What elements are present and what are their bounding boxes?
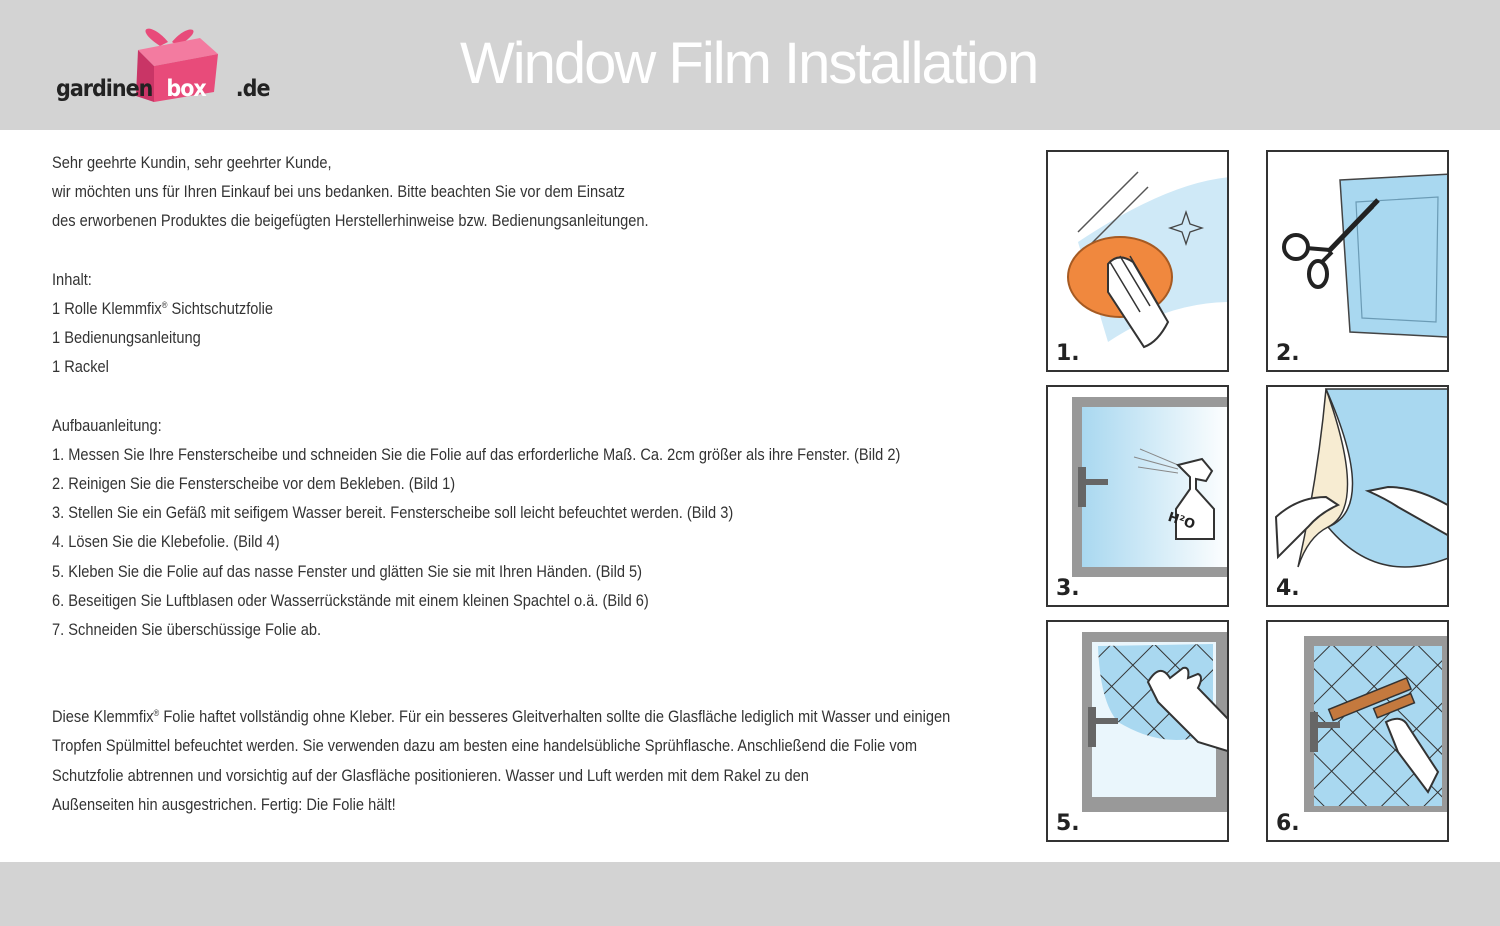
footer-bar	[0, 862, 1500, 926]
step-number: 3.	[1056, 576, 1080, 601]
instructions-heading: Aufbauanleitung:	[52, 415, 162, 435]
step-panel-4	[1266, 385, 1449, 607]
logo-tld: .de	[235, 76, 270, 102]
logo-box-word: box	[166, 76, 206, 102]
step-panel-3	[1046, 385, 1229, 607]
squeegee-window-icon	[1268, 622, 1449, 842]
intro-line: wir möchten uns für Ihren Einkauf bei uns bedanken. Bitte beachten Sie vor dem Einsatz	[52, 182, 625, 202]
contents-item: 1 Rolle Klemmfix® Sichtschutzfolie	[52, 298, 274, 318]
step-panel-1	[1046, 150, 1229, 372]
instruction-step: 7. Schneiden Sie überschüssige Folie ab.	[52, 620, 322, 639]
step-number: 6.	[1276, 811, 1300, 836]
instruction-step: 2. Reinigen Sie die Fensterscheibe vor dem Bekleben. (Bild 1)	[52, 474, 456, 494]
note-line: Außenseiten hin ausgestrichen. Fertig: Die Folie hält!	[52, 794, 396, 814]
step-panel-2	[1266, 150, 1449, 372]
instruction-step: 3. Stellen Sie ein Gefäß mit seifigem Wasser bereit. Fensterscheibe soll leicht befeuchtet werden. (Bild 3)	[52, 503, 734, 523]
note-line: Schutzfolie abtrennen und vorsichtig auf der Glasfläche positionieren. Wasser und Luft werden mit dem Rakel zu den	[52, 765, 809, 785]
note-line: Diese Klemmfix® Folie haftet vollständig ohne Kleber. Für ein besseres Gleitverhalten sollte die Glasfläche lediglich mit Wasser und einigen	[52, 707, 951, 727]
step-panel-5	[1046, 620, 1229, 842]
bottle-label: H²O	[1165, 509, 1197, 533]
instruction-step: 1. Messen Sie Ihre Fensterscheibe und schneiden Sie die Folie auf das erforderliche Maß. Ca. 2cm größer als ihre Fenster. (Bild 2)	[52, 444, 901, 464]
peel-film-icon	[1268, 387, 1449, 607]
contents-item: 1 Rackel	[52, 357, 109, 377]
step-number: 1.	[1056, 341, 1080, 366]
instruction-step: 4. Lösen Sie die Klebefolie. (Bild 4)	[52, 532, 280, 552]
instruction-step: 6. Beseitigen Sie Luftblasen oder Wasserrückstände mit einem kleinen Spachtel o.ä. (Bild 6)	[52, 590, 649, 610]
instruction-text	[52, 148, 951, 819]
note-line: Tropfen Spülmittel befeuchtet werden. Sie verwenden dazu am besten eine handelsübliche Sprühflasche. Anschließend die Folie vom	[52, 736, 917, 756]
step-number: 4.	[1276, 576, 1300, 601]
step-number: 2.	[1276, 341, 1300, 366]
instruction-step: 5. Kleben Sie die Folie auf das nasse Fenster und glätten Sie sie mit Ihren Händen. (Bild 5)	[52, 561, 643, 581]
apply-film-hand-icon	[1048, 622, 1229, 842]
cleaning-sponge-icon	[1048, 152, 1229, 372]
scissors-cut-film-icon	[1268, 152, 1449, 372]
contents-heading: Inhalt:	[52, 269, 92, 289]
contents-item: 1 Bedienungsanleitung	[52, 328, 201, 348]
step-panel-6	[1266, 620, 1449, 842]
header-bar	[0, 0, 1500, 130]
gardinenbox-logo	[50, 20, 270, 110]
page-title: Window Film Installation	[460, 31, 1038, 96]
step-number: 5.	[1056, 811, 1080, 836]
intro-line: Sehr geehrte Kundin, sehr geehrter Kunde,	[52, 153, 332, 172]
spray-bottle-window-icon	[1048, 387, 1229, 607]
logo-name: gardinen	[56, 76, 153, 102]
intro-line: des erworbenen Produktes die beigefügten Herstellerhinweise bzw. Bedienungsanleitungen.	[52, 211, 649, 231]
